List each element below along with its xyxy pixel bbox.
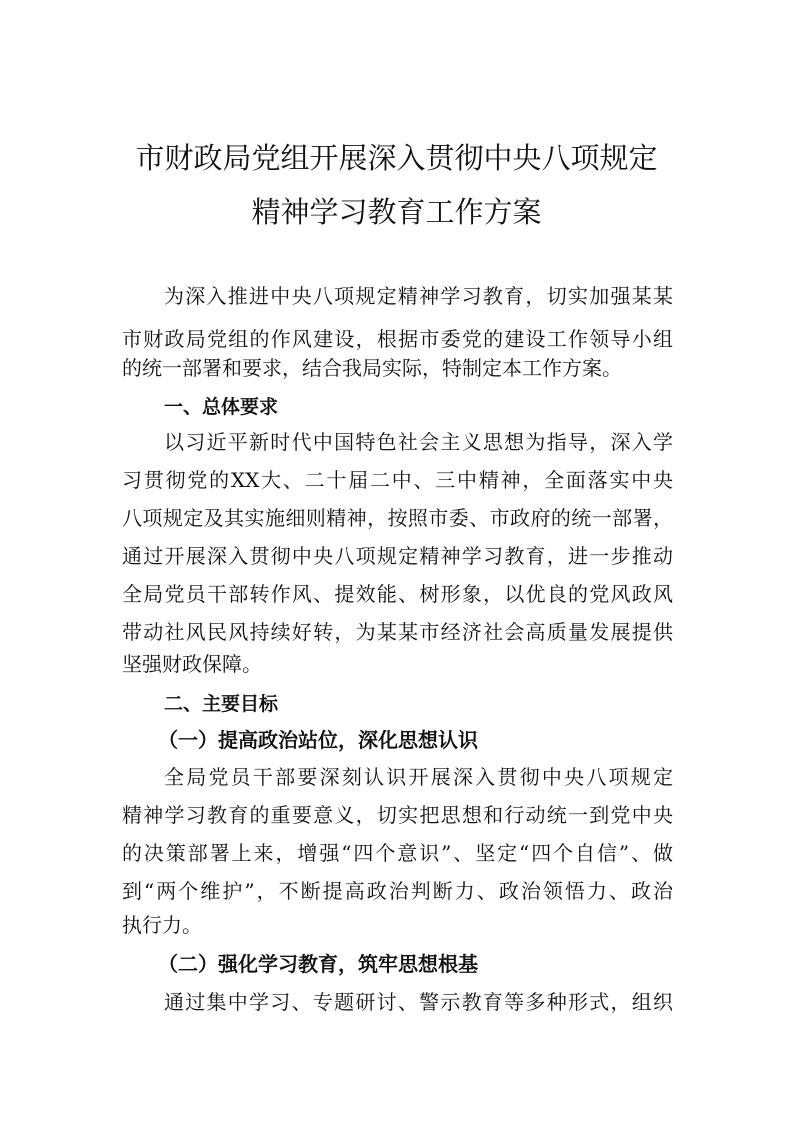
paragraph-line: 到“两个维护”，不断提高政治判断力、政治领悟力、政治	[122, 879, 673, 903]
paragraph-line: 坚强财政保障。	[122, 652, 262, 676]
document-title-line-1: 市财政局党组开展深入贯彻中央八项规定	[135, 141, 658, 175]
paragraph-line: 的决策部署上来，增强“四个意识”、坚定“四个自信”、做	[122, 841, 673, 865]
paragraph-line: 精神学习教育的重要意义，切实把思想和行动统一到党中央	[122, 803, 673, 827]
subsection-heading-learning-education: （二）强化学习教育，筑牢思想根基	[158, 952, 478, 976]
paragraph-line: 带动社风民风持续好转，为某某市经济社会高质量发展提供	[122, 620, 673, 644]
paragraph-line: 通过集中学习、专题研讨、警示教育等多种形式，组织	[164, 990, 673, 1014]
intro-line: 为深入推进中央八项规定精神学习教育，切实加强某某	[164, 284, 673, 308]
paragraph-line: 全局党员干部转作风、提效能、树形象，以优良的党风政风	[122, 582, 673, 606]
section-heading-general-requirements: 一、总体要求	[164, 396, 279, 418]
document-title-line-2: 精神学习教育工作方案	[251, 195, 542, 229]
paragraph-line: 以习近平新时代中国特色社会主义思想为指导，深入学	[164, 430, 673, 454]
section-heading-main-goals: 二、主要目标	[164, 693, 279, 715]
intro-line: 的统一部署和要求，结合我局实际，特制定本工作方案。	[122, 356, 622, 380]
subsection-heading-political-stance: （一）提高政治站位，深化思想认识	[158, 728, 478, 752]
paragraph-line: 八项规定及其实施细则精神，按照市委、市政府的统一部署，	[122, 506, 673, 530]
paragraph-line: 习贯彻党的XX大、二十届二中、三中精神，全面落实中央	[122, 468, 673, 492]
paragraph-line: 全局党员干部要深刻认识开展深入贯彻中央八项规定	[164, 765, 673, 789]
paragraph-line: 执行力。	[122, 913, 202, 937]
intro-line: 市财政局党组的作风建设，根据市委党的建设工作领导小组	[122, 327, 673, 351]
paragraph-line: 通过开展深入贯彻中央八项规定精神学习教育，进一步推动	[122, 544, 673, 568]
